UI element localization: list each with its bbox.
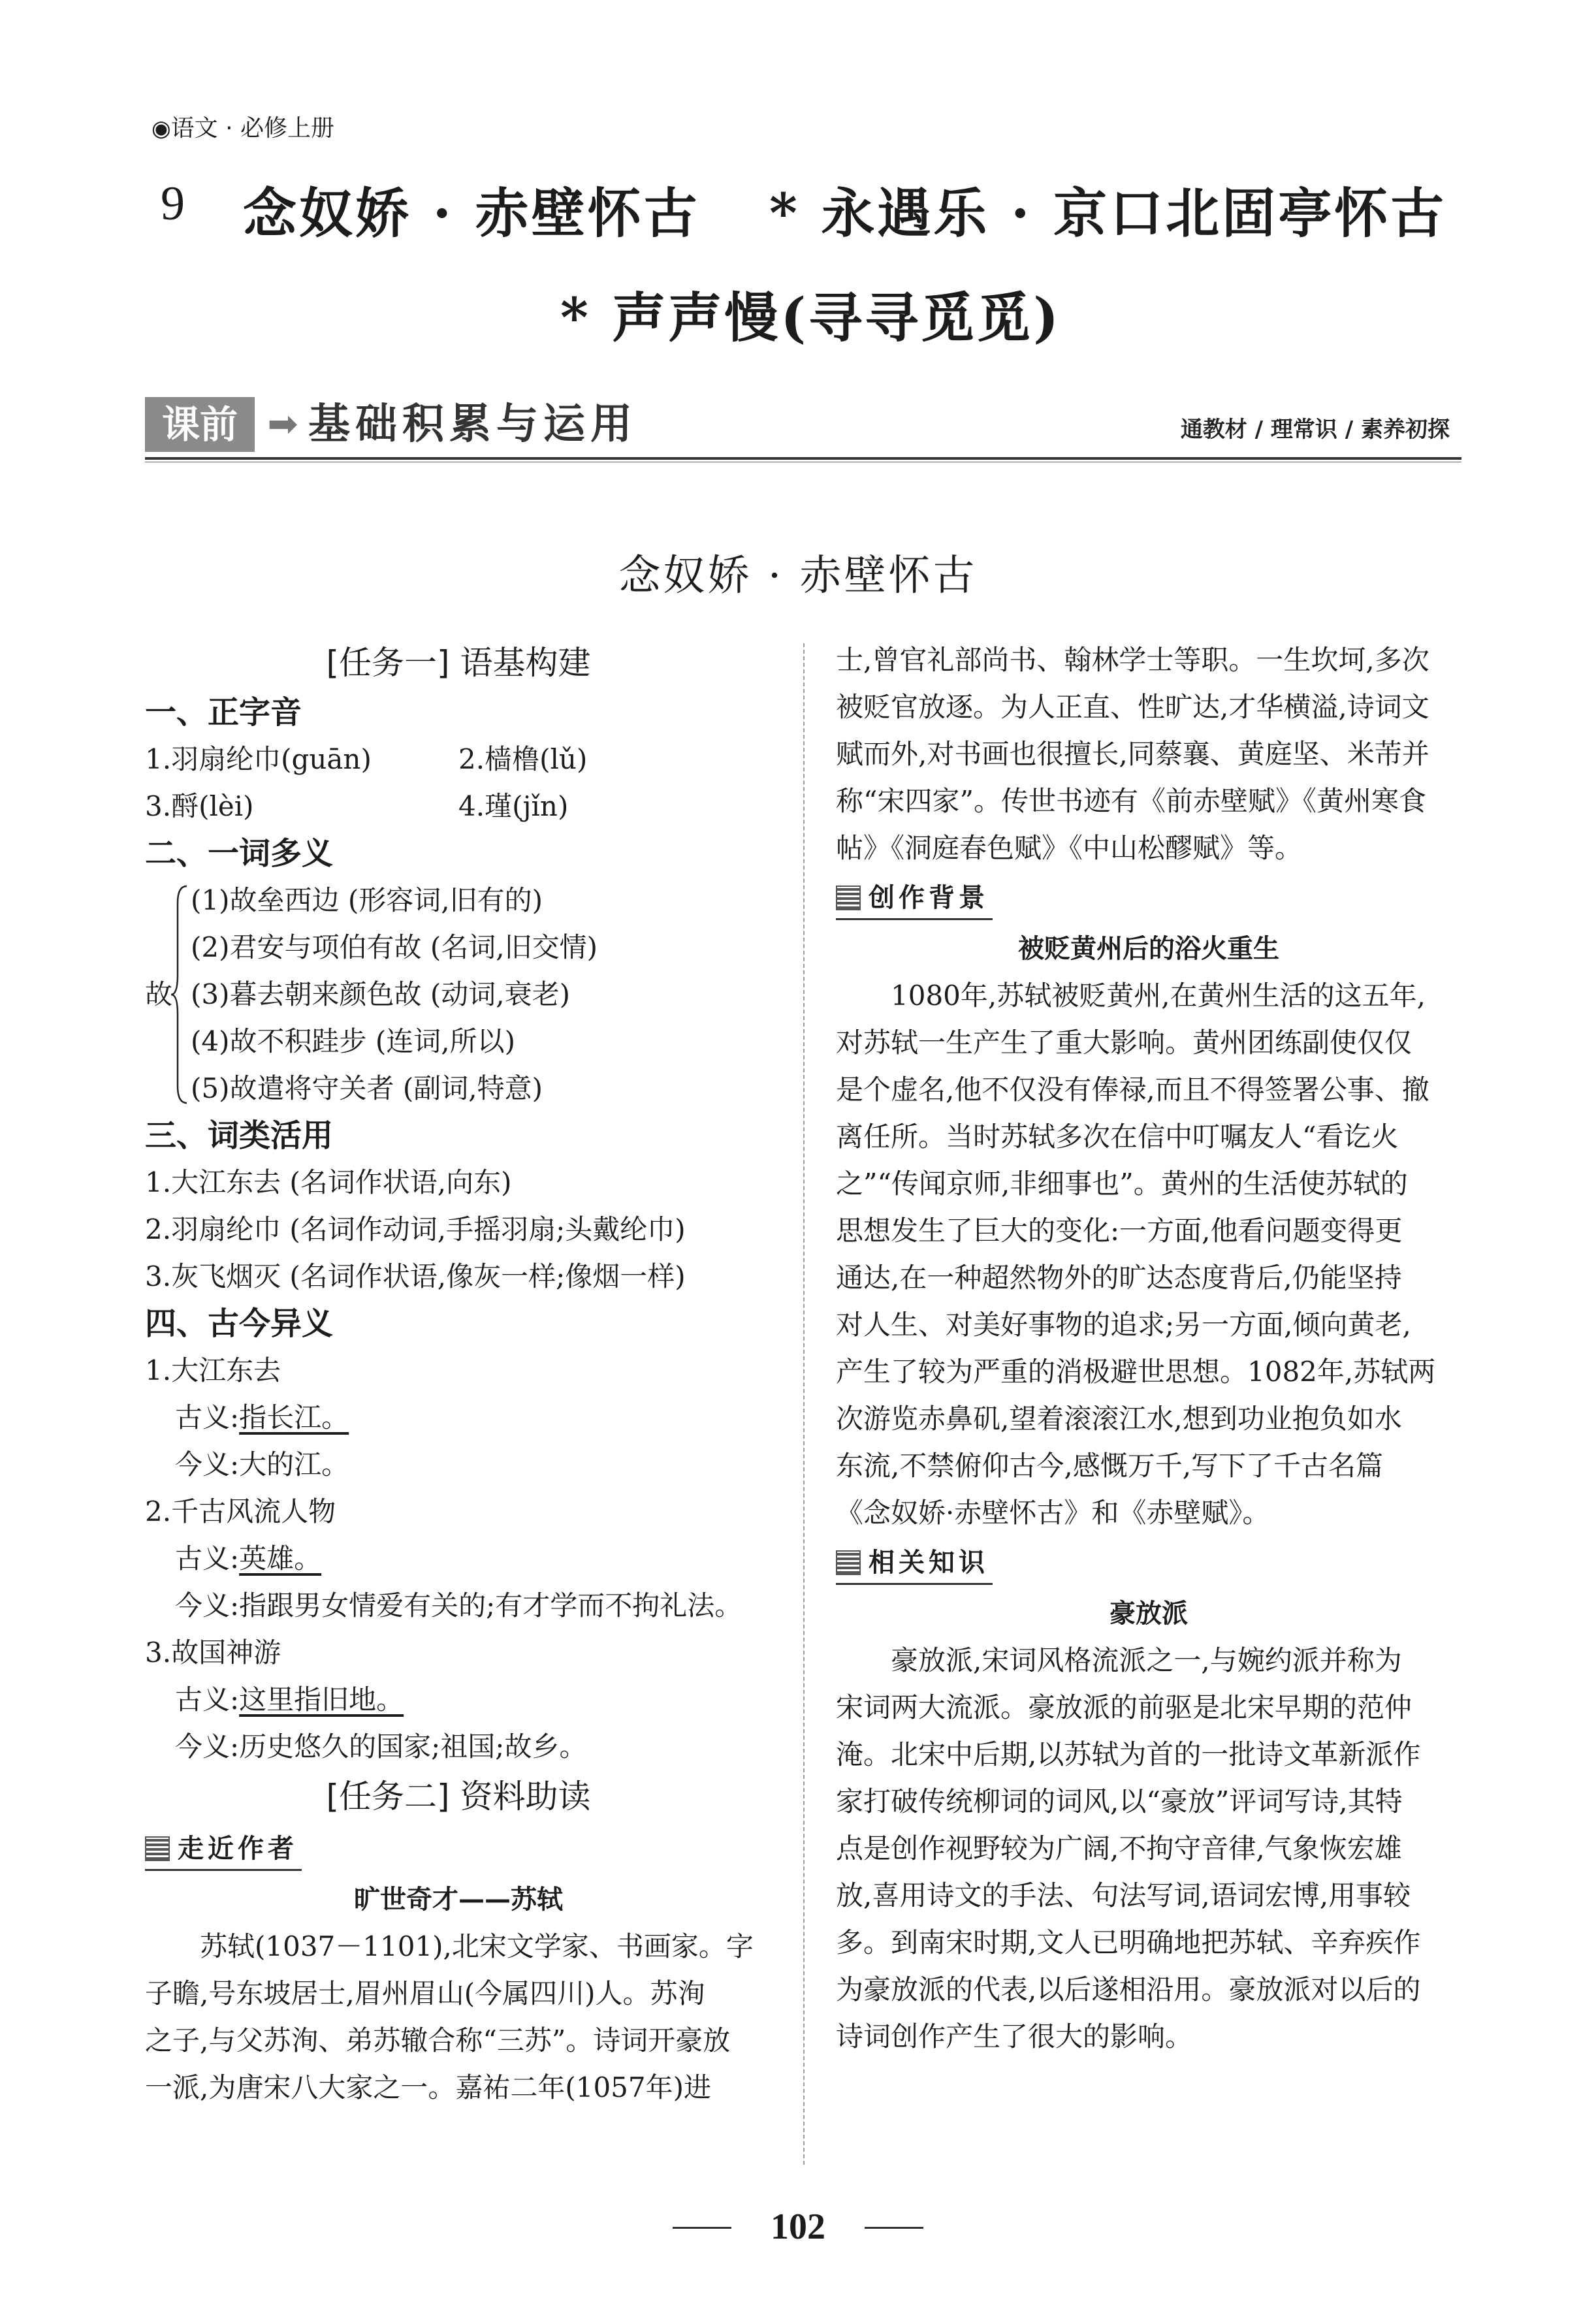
arrow-right-icon: ➡ xyxy=(267,403,298,445)
column-divider xyxy=(803,643,805,2165)
knowledge-title: 豪放派 xyxy=(1109,1599,1188,1629)
ancient-meaning-text: 指长江。 xyxy=(239,1401,349,1433)
text-line: 之子,与父苏洵、弟苏辙合称“三苏”。诗词开豪放 xyxy=(145,2024,731,2056)
knowledge-subheading xyxy=(836,1537,1461,1590)
text-line: 称“宋四家”。传世书迹有《前赤壁赋》《黄州寒食 xyxy=(836,785,1426,817)
lesson-title-2: * 永遇乐 · 京口北固亭怀古 xyxy=(769,182,1447,245)
poem-title: 念奴娇 · 赤壁怀古 xyxy=(618,552,978,600)
text-line: 淹。北宋中后期,以苏轼为首的一批诗文革新派作 xyxy=(836,1738,1421,1770)
list-item: (1)故垒西边 (形容词,旧有的) xyxy=(191,884,543,916)
section-banner xyxy=(145,397,1461,452)
lesson-title-1: 念奴娇 · 赤壁怀古 xyxy=(243,182,700,245)
list-item: 1.大江东去 (名词作状语,向东) xyxy=(145,1166,512,1198)
section-title: 三、词类活用 xyxy=(145,1117,334,1154)
text-line: 之”“传闻京师,非细事也”。黄州的生活使苏轼的 xyxy=(836,1168,1408,1200)
ancient-meaning-text: 英雄。 xyxy=(239,1542,322,1574)
background-tag: 创作背景 xyxy=(836,878,993,920)
background-title: 被贬黄州后的浴火重生 xyxy=(1018,934,1279,964)
text-line: 产生了较为严重的消极避世思想。1082年,苏轼两 xyxy=(836,1356,1436,1388)
text-line: 1080年,苏轼被贬黄州,在黄州生活的这五年, xyxy=(891,980,1426,1012)
pronunciation-item: 1.羽扇纶巾(guān) xyxy=(145,743,372,775)
task1-heading: [任务一] 语基构建 xyxy=(326,644,591,682)
modern-meaning: 今义:历史悠久的国家;祖国;故乡。 xyxy=(175,1731,587,1763)
polysemy-items xyxy=(191,877,598,1112)
text-line: 是个虚名,他不仅没有俸禄,而且不得签署公事、撤 xyxy=(836,1074,1429,1106)
right-column xyxy=(836,637,1461,2060)
text-line: 苏轼(1037－1101),北宋文学家、书画家。字 xyxy=(200,1930,754,1962)
banner-title: 基础积累与运用 xyxy=(308,400,637,449)
word-entry: 2.千古风流人物 xyxy=(145,1495,336,1527)
text-line: 次游览赤鼻矶,望着滚滚江水,想到功业抱负如水 xyxy=(836,1403,1402,1435)
list-item: 3.灰飞烟灭 (名词作状语,像灰一样;像烟一样) xyxy=(145,1260,686,1292)
lesson-number: 9 xyxy=(161,177,185,231)
pronunciation-item: 4.瑾(jǐn) xyxy=(458,790,569,822)
text-line: 思想发生了巨大的变化:一方面,他看问题变得更 xyxy=(836,1215,1403,1247)
list-item: (5)故遣将守关者 (副词,特意) xyxy=(191,1072,543,1104)
ancient-meaning: 古义:英雄。 xyxy=(175,1542,322,1574)
text-line: 《念奴娇·赤壁怀古》和《赤壁赋》。 xyxy=(836,1497,1270,1529)
bullet-icon: ◉ xyxy=(152,116,171,142)
banner-tag: 课前 xyxy=(145,397,255,452)
text-line: 豪放派,宋词风格流派之一,与婉约派并称为 xyxy=(891,1644,1402,1676)
pronunciation-item: 3.酹(lèi) xyxy=(145,790,254,822)
brace-icon xyxy=(170,884,189,1106)
modern-meaning: 今义:大的江。 xyxy=(175,1448,349,1480)
stripes-icon xyxy=(836,1550,861,1575)
text-line: 为豪放派的代表,以后遂相沿用。豪放派对以后的 xyxy=(836,1973,1421,2005)
polysemy-word: 故 xyxy=(145,978,173,1010)
text-line: 诗词创作产生了很大的影响。 xyxy=(836,2020,1193,2052)
text-line: 赋而外,对书画也很擅长,同蔡襄、黄庭坚、米芾并 xyxy=(836,738,1429,770)
pronunciation-item: 2.樯橹(lǔ) xyxy=(458,743,588,775)
list-item: (3)暮去朝来颜色故 (动词,衰老) xyxy=(191,978,570,1010)
text-line: 子瞻,号东坡居士,眉州眉山(今属四川)人。苏洵 xyxy=(145,1977,705,2009)
pronunciation-row xyxy=(145,783,772,830)
stripes-icon xyxy=(836,886,861,910)
left-column xyxy=(145,637,772,2111)
text-line: 离任所。当时苏轼多次在信中叮嘱友人“看讫火 xyxy=(836,1121,1399,1153)
modern-meaning: 今义:指跟男女情爱有关的;有才学而不拘礼法。 xyxy=(175,1589,742,1621)
text-line: 通达,在一种超然物外的旷达态度背后,仍能坚持 xyxy=(836,1262,1402,1294)
text-line: 家打破传统柳词的词风,以“豪放”评词写诗,其特 xyxy=(836,1785,1403,1817)
banner-subtitle: 通教材 / 理常识 / 素养初探 xyxy=(1180,417,1450,443)
lesson-title-3: * 声声慢(寻寻觅觅) xyxy=(560,287,1062,349)
background-subheading xyxy=(836,872,1461,925)
text-line: 被贬官放逐。为人正直、性旷达,才华横溢,诗词文 xyxy=(836,691,1429,723)
text-line: 一派,为唐宋八大家之一。嘉祐二年(1057年)进 xyxy=(145,2071,712,2103)
section-title: 一、正字音 xyxy=(145,694,302,731)
text-line: 对人生、对美好事物的追求;另一方面,倾向黄老, xyxy=(836,1309,1411,1341)
polysemy-group xyxy=(145,877,772,1112)
word-entry: 3.故国神游 xyxy=(145,1636,281,1668)
text-line: 点是创作视野较为广阔,不拘守音律,气象恢宏雄 xyxy=(836,1832,1402,1864)
book-tag: ◉语文 · 必修上册 xyxy=(152,115,335,142)
text-line: 对苏轼一生产生了重大影响。黄州团练副使仅仅 xyxy=(836,1027,1412,1059)
ancient-meaning: 古义:指长江。 xyxy=(175,1401,349,1433)
task2-heading: [任务二] 资料助读 xyxy=(326,1778,591,1815)
list-item: (4)故不积跬步 (连词,所以) xyxy=(191,1025,515,1057)
page-dash-right xyxy=(865,2227,923,2229)
stripes-icon xyxy=(145,1836,170,1861)
list-item: 2.羽扇纶巾 (名词作动词,手摇羽扇;头戴纶巾) xyxy=(145,1213,686,1245)
text-line: 放,喜用诗文的手法、句法写词,语词宏博,用事较 xyxy=(836,1879,1411,1911)
author-subheading xyxy=(145,1823,772,1876)
text-line: 士,曾官礼部尚书、翰林学士等职。一生坎坷,多次 xyxy=(836,644,1429,676)
text-line: 东流,不禁俯仰古今,感慨万千,写下了千古名篇 xyxy=(836,1450,1384,1482)
pronunciation-row xyxy=(145,736,772,783)
text-line: 宋词两大流派。豪放派的前驱是北宋早期的范仲 xyxy=(836,1691,1412,1723)
ancient-meaning-text: 这里指旧地。 xyxy=(239,1684,404,1716)
ancient-meaning: 古义:这里指旧地。 xyxy=(175,1684,404,1716)
author-tag: 走近作者 xyxy=(145,1828,302,1871)
author-title: 旷世奇才——苏轼 xyxy=(354,1885,563,1915)
page-number: 102 xyxy=(771,2207,825,2247)
section-title: 四、古今异义 xyxy=(145,1305,334,1342)
word-entry: 1.大江东去 xyxy=(145,1354,281,1386)
text-line: 帖》《洞庭春色赋》《中山松醪赋》等。 xyxy=(836,832,1303,864)
list-item: (2)君安与项伯有故 (名词,旧交情) xyxy=(191,931,598,963)
section-title: 二、一词多义 xyxy=(145,835,334,872)
banner-rule xyxy=(145,457,1461,460)
text-line: 多。到南宋时期,文人已明确地把苏轼、辛弃疾作 xyxy=(836,1926,1421,1958)
knowledge-tag: 相关知识 xyxy=(836,1542,993,1585)
